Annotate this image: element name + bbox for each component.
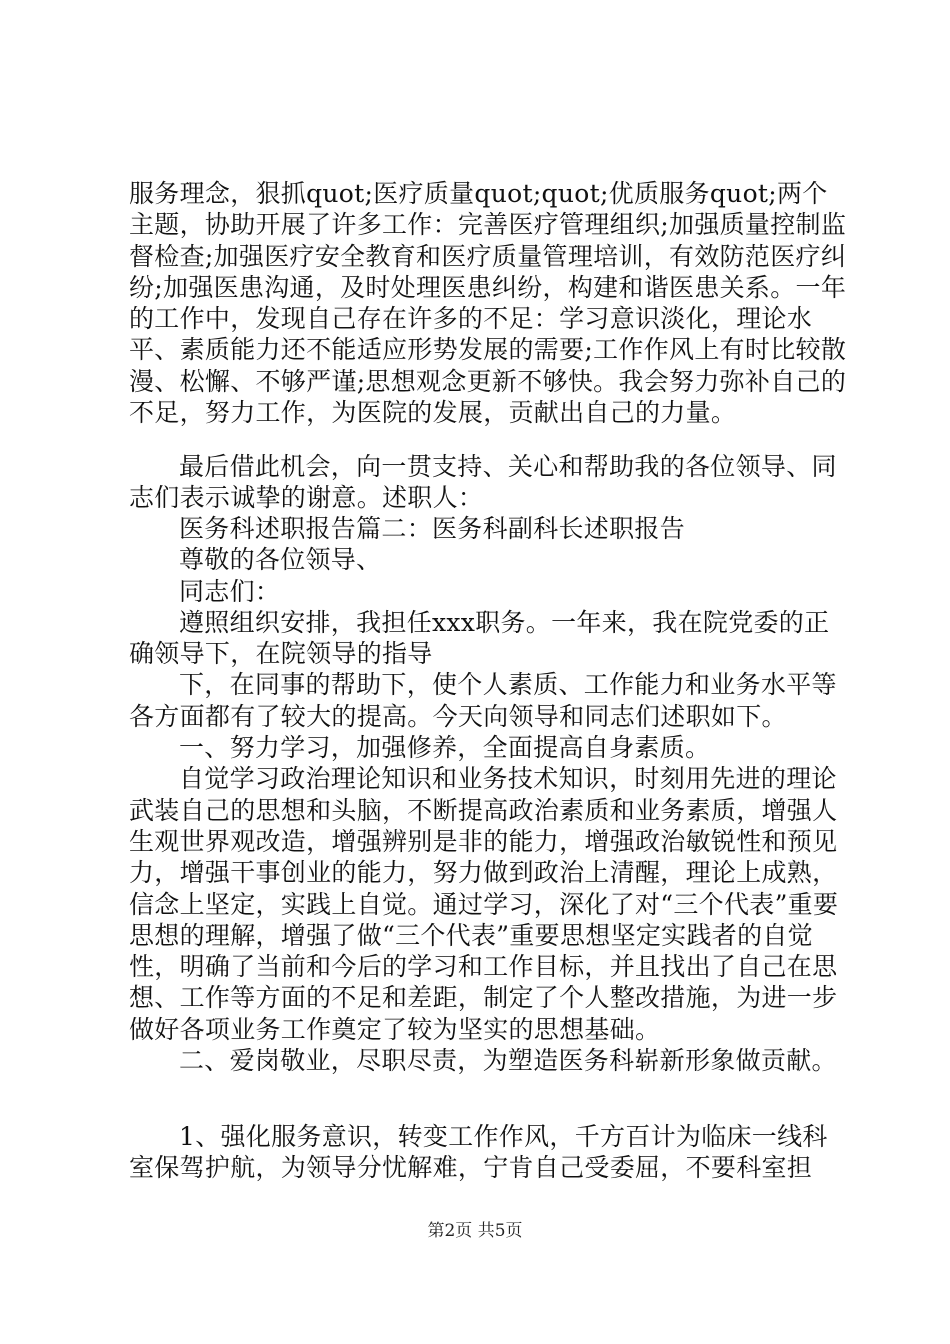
- paragraph-2-block: [129, 451, 849, 514]
- paragraph-1-block: [129, 178, 849, 428]
- paragraph-progress: 下，在同事的帮助下，使个人素质、工作能力和业务水平等各方面都有了较大的提高。今天向领导和同志们述职如下。: [129, 670, 837, 731]
- page-footer: 第2页 共5页: [427, 1221, 523, 1241]
- paragraph-study: 自觉学习政治理论知识和业务技术知识，时刻用先进的理论武装自己的思想和头脑，不断提高政治素质和业务素质，增强人生观世界观改造，增强辨别是非的能力，增强政治敏锐性和预见力，增强干事创业的能力，努力做到政治上清醒，理论上成熟，信念上坚定，实践上自觉。通过学习，深化了对“三个代表”重要思想的理解，增强了做“三个代表”重要思想坚定实践者的自觉性，明确了当前和今后的学习和工作目标，并且找出了自己在思想、工作等方面的不足和差距，制定了个人整改措施，为进一步做好各项业务工作奠定了较为坚实的思想基础。: [129, 764, 839, 1044]
- heading-two: 二、爱岗敬业，尽职尽责，为塑造医务科崭新形象做贡献。: [179, 1046, 837, 1076]
- salutation-line-2: 同志们：: [179, 576, 281, 606]
- section-title: 医务科述职报告篇二：医务科副科长述职报告: [179, 514, 686, 543]
- salutation-line-1: 尊敬的各位领导、: [179, 545, 382, 575]
- heading-one: 一、努力学习，加强修养，全面提高自身素质。: [179, 733, 711, 763]
- paragraph-work-summary: 服务理念，狠抓quot;医疗质量quot;quot;优质服务quot;两个主题，协助开展了许多工作：完善医疗管理组织;加强质量控制监督检查;加强医疗安全教育和医疗质量管理培训，有效防范医疗纠纷;加强医患沟通，及时处理医患纠纷，构建和谐医患关系。一年的工作中，发现自己存在许多的不足：学习意识淡化，理论水平、素质能力还不能适应形势发展的需要;工作作风上有时比较散漫、松懈、不够严谨;思想观念更新不够快。我会努力弥补自己的不足，努力工作，为医院的发展，贡献出自己的力量。: [129, 179, 847, 428]
- paragraph-service-block: [129, 1121, 849, 1184]
- paragraph-appointment: 遵照组织安排，我担任xxx职务。一年来，我在院党委的正确领导下，在院领导的指导: [129, 607, 830, 669]
- paragraph-service: 1、强化服务意识，转变工作作风，千方百计为临床一线科室保驾护航，为领导分忧解难，宁肯自己受委屈，不要科室担: [129, 1122, 828, 1183]
- paragraph-thanks: 最后借此机会，向一贯支持、关心和帮助我的各位领导、同志们表示诚挚的谢意。述职人：: [129, 452, 837, 513]
- body-continuation-block: [129, 513, 849, 1076]
